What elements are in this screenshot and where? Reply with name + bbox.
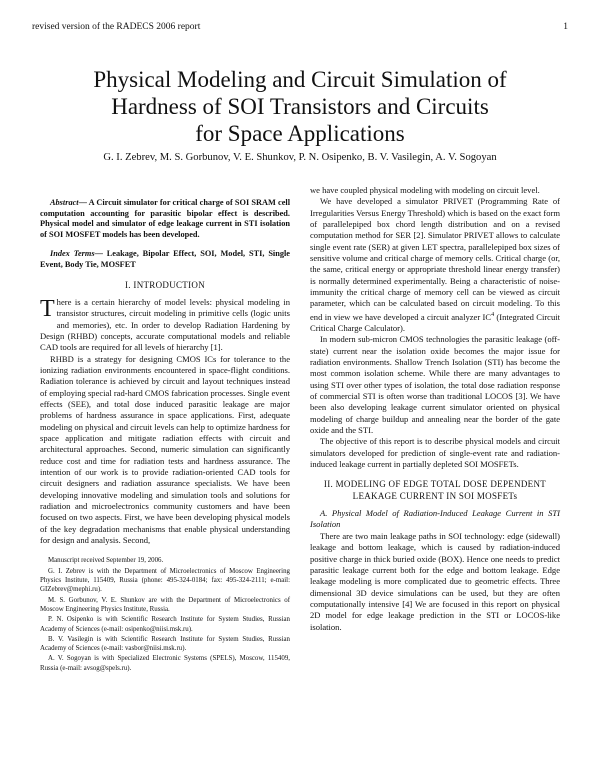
index-terms-label: Index Terms <box>50 249 95 259</box>
abstract-text: — A Circuit simulator for critical charge of SOI SRAM cell computation accounting for parasitic bipolar effect is described. Physical model and simulator of edge leakage current in STI isolation of SOI MOSFET models has been developed. <box>40 198 290 239</box>
title-line: Physical Modeling and Circuit Simulation of <box>93 67 507 92</box>
drop-cap: T <box>40 295 55 322</box>
paragraph: RHBD is a strategy for designing CMOS ICs for tolerance to the ionizing radiation environments encountered in space-flight conditions. Radiation tolerance is achieved by circuit and layout techniques instead of employing special rad-hard CMOS fabrication processes. Single event effects (SEE), and total dose induced parasitic leakage are major problems of hardness assurance in space applications. First, adequate modeling on physical and circuit levels can help to optimize hardness for space application and mitigate radiation effects with circuit and architectural approaches. Second, numeric simulation can significantly reduce cost and time for radiation tests and hardness assurance. The intention of our work is to provide radiation-oriented CAD tools for circuit designers and radiation assurance specialists. We have been developing innovative modeling and simulation tools and solutions for radiation and microelectronics community customers and have been focused on two aspects. First, we have been developing physical models of the key degradation mechanisms that enable physical understanding for design and analysis. Second, <box>40 353 290 546</box>
abstract-label: Abstract <box>50 198 79 207</box>
footnotes <box>40 556 290 673</box>
paragraph: we have coupled physical modeling with modeling on circuit level. <box>310 185 540 195</box>
right-column <box>310 185 560 633</box>
paragraph: There are two main leakage paths in SOI technology: edge (sidewall) leakage and bottom leakage, which is caused by radiation-induced positive charge in thick buried oxide (BOX). Hence one needs to predict parasitic leakage current both for the edge and bottom leakage. Edge leakage modeling is more complicated due to geometric effects. Three dimensional 3D device simulations can be used, but they are often computationally intensive [4] We are focused in this report on physical 2D model for edge leakage prediction in the STI or LOCOS-like isolation. <box>310 530 560 632</box>
footnote: M. S. Gorbunov, V. E. Shunkov are with the Department of Microelectronics of Moscow Engineering Physics Institute, Russia. <box>40 596 290 613</box>
author-list: G. I. Zebrev, M. S. Gorbunov, V. E. Shunkov, P. N. Osipenko, B. V. Vasilegin, A. V. Sogoyan <box>103 152 497 163</box>
footnote: Manuscript received September 19, 2006. <box>48 557 164 565</box>
paragraph <box>310 196 560 334</box>
title-line: Hardness of SOI Transistors and Circuits <box>111 94 489 119</box>
footnote: A. V. Sogoyan is with Specialized Electronic Systems (SPELS), Moscow, 115409, Russia (e-mail: avsog@spels.ru). <box>40 655 290 672</box>
running-header: revised version of the RADECS 2006 report <box>32 22 201 32</box>
section-heading: II. MODELING OF EDGE TOTAL DOSE DEPENDENT LEAKAGE CURRENT IN SOI MOSFETs <box>323 479 547 501</box>
title-line: for Space Applications <box>195 121 405 146</box>
paragraph: In modern sub-micron CMOS technologies the parasitic leakage (off-state) current near the isolation oxide becomes the major issue for radiation environments. Shallow Trench Isolation (STI) has become the most common isolation scheme. While there are many advantages to using STI over other types of isolation, the total dose radiation response of commercial STI is often worse than traditional LOCOS [3]. We have been also developing leakage current simulator oriented on physical modeling of charge buildup and annealing near the border of the gate oxide and the STI. <box>310 334 560 436</box>
footnote: B. V. Vasilegin is with Scientific Research Institute for System Studies, Russian Academy of Sciences (e-mail: vasbor@niisi.msk.ru). <box>40 635 290 653</box>
subsection-heading: A. Physical Model of Radiation-Induced Leakage Current in STI Isolation <box>310 508 560 530</box>
footnote: G. I. Zebrev is with the Department of Microelectronics of Moscow Engineering Physics Institute, 115409, Russia (phone: 495-324-0184; fax: 495-324-2111; e-mail: GIZebrev@mephi.ru). <box>40 567 290 594</box>
left-column <box>40 198 290 674</box>
paragraph: The objective of this report is to describe physical models and circuit simulators developed for prediction of single-event rate and radiation-induced leakage current in partially depleted SOI MOSFETs. <box>310 436 560 470</box>
paragraph-text: here is a certain hierarchy of model levels: physical modeling in transistor structures, circuit modeling in primitive cells (logic units and memories), etc. In order to develop Radiation Hardening by Design (RHBD) concepts, accurate computational models and reliable CAD tools are required for all levels of hierarchy [1]. <box>40 296 290 353</box>
page-number: 1 <box>563 22 568 32</box>
paper-title <box>40 66 560 147</box>
index-terms-text: — Leakage, Bipolar Effect, SOI, Model, STI, Single Event, Body Tie, MOSFET <box>40 249 290 269</box>
paragraph <box>40 297 290 354</box>
paragraph-text: (Integrated Circuit Critical Charge Calculator). <box>310 311 561 333</box>
index-terms <box>40 249 290 270</box>
section-heading: I. INTRODUCTION <box>125 279 205 290</box>
abstract <box>40 198 290 240</box>
paragraph-text: We have developed a simulator PRIVET (Programming Rate of Irregularities Versus Energy Threshold) which is based on the exact form of parallelepiped box chord length distribution and on a revised computation method for SER [2]. Simulator PRIVET allows to calculate single event rate (SER) at given LET spectra, parallelepiped box sizes of sensitive volume and critical charge of memory cells. Critical charge (or, the same, critical energy or appropriate threshold linear energy transfer) is normally determined experimentally. Being a characteristic of noise-immunity the critical charge of memory cell can be viewed as circuit parameter, which can be calculated based on circuit modeling. To this end in view we have developed a circuit analyzer IC <box>310 196 560 322</box>
superscript: 4 <box>491 311 495 318</box>
footnote: P. N. Osipenko is with Scientific Research Institute for System Studies, Russian Academy of Sciences (e-mail: osipenko@niisi.msk.ru). <box>40 616 290 633</box>
